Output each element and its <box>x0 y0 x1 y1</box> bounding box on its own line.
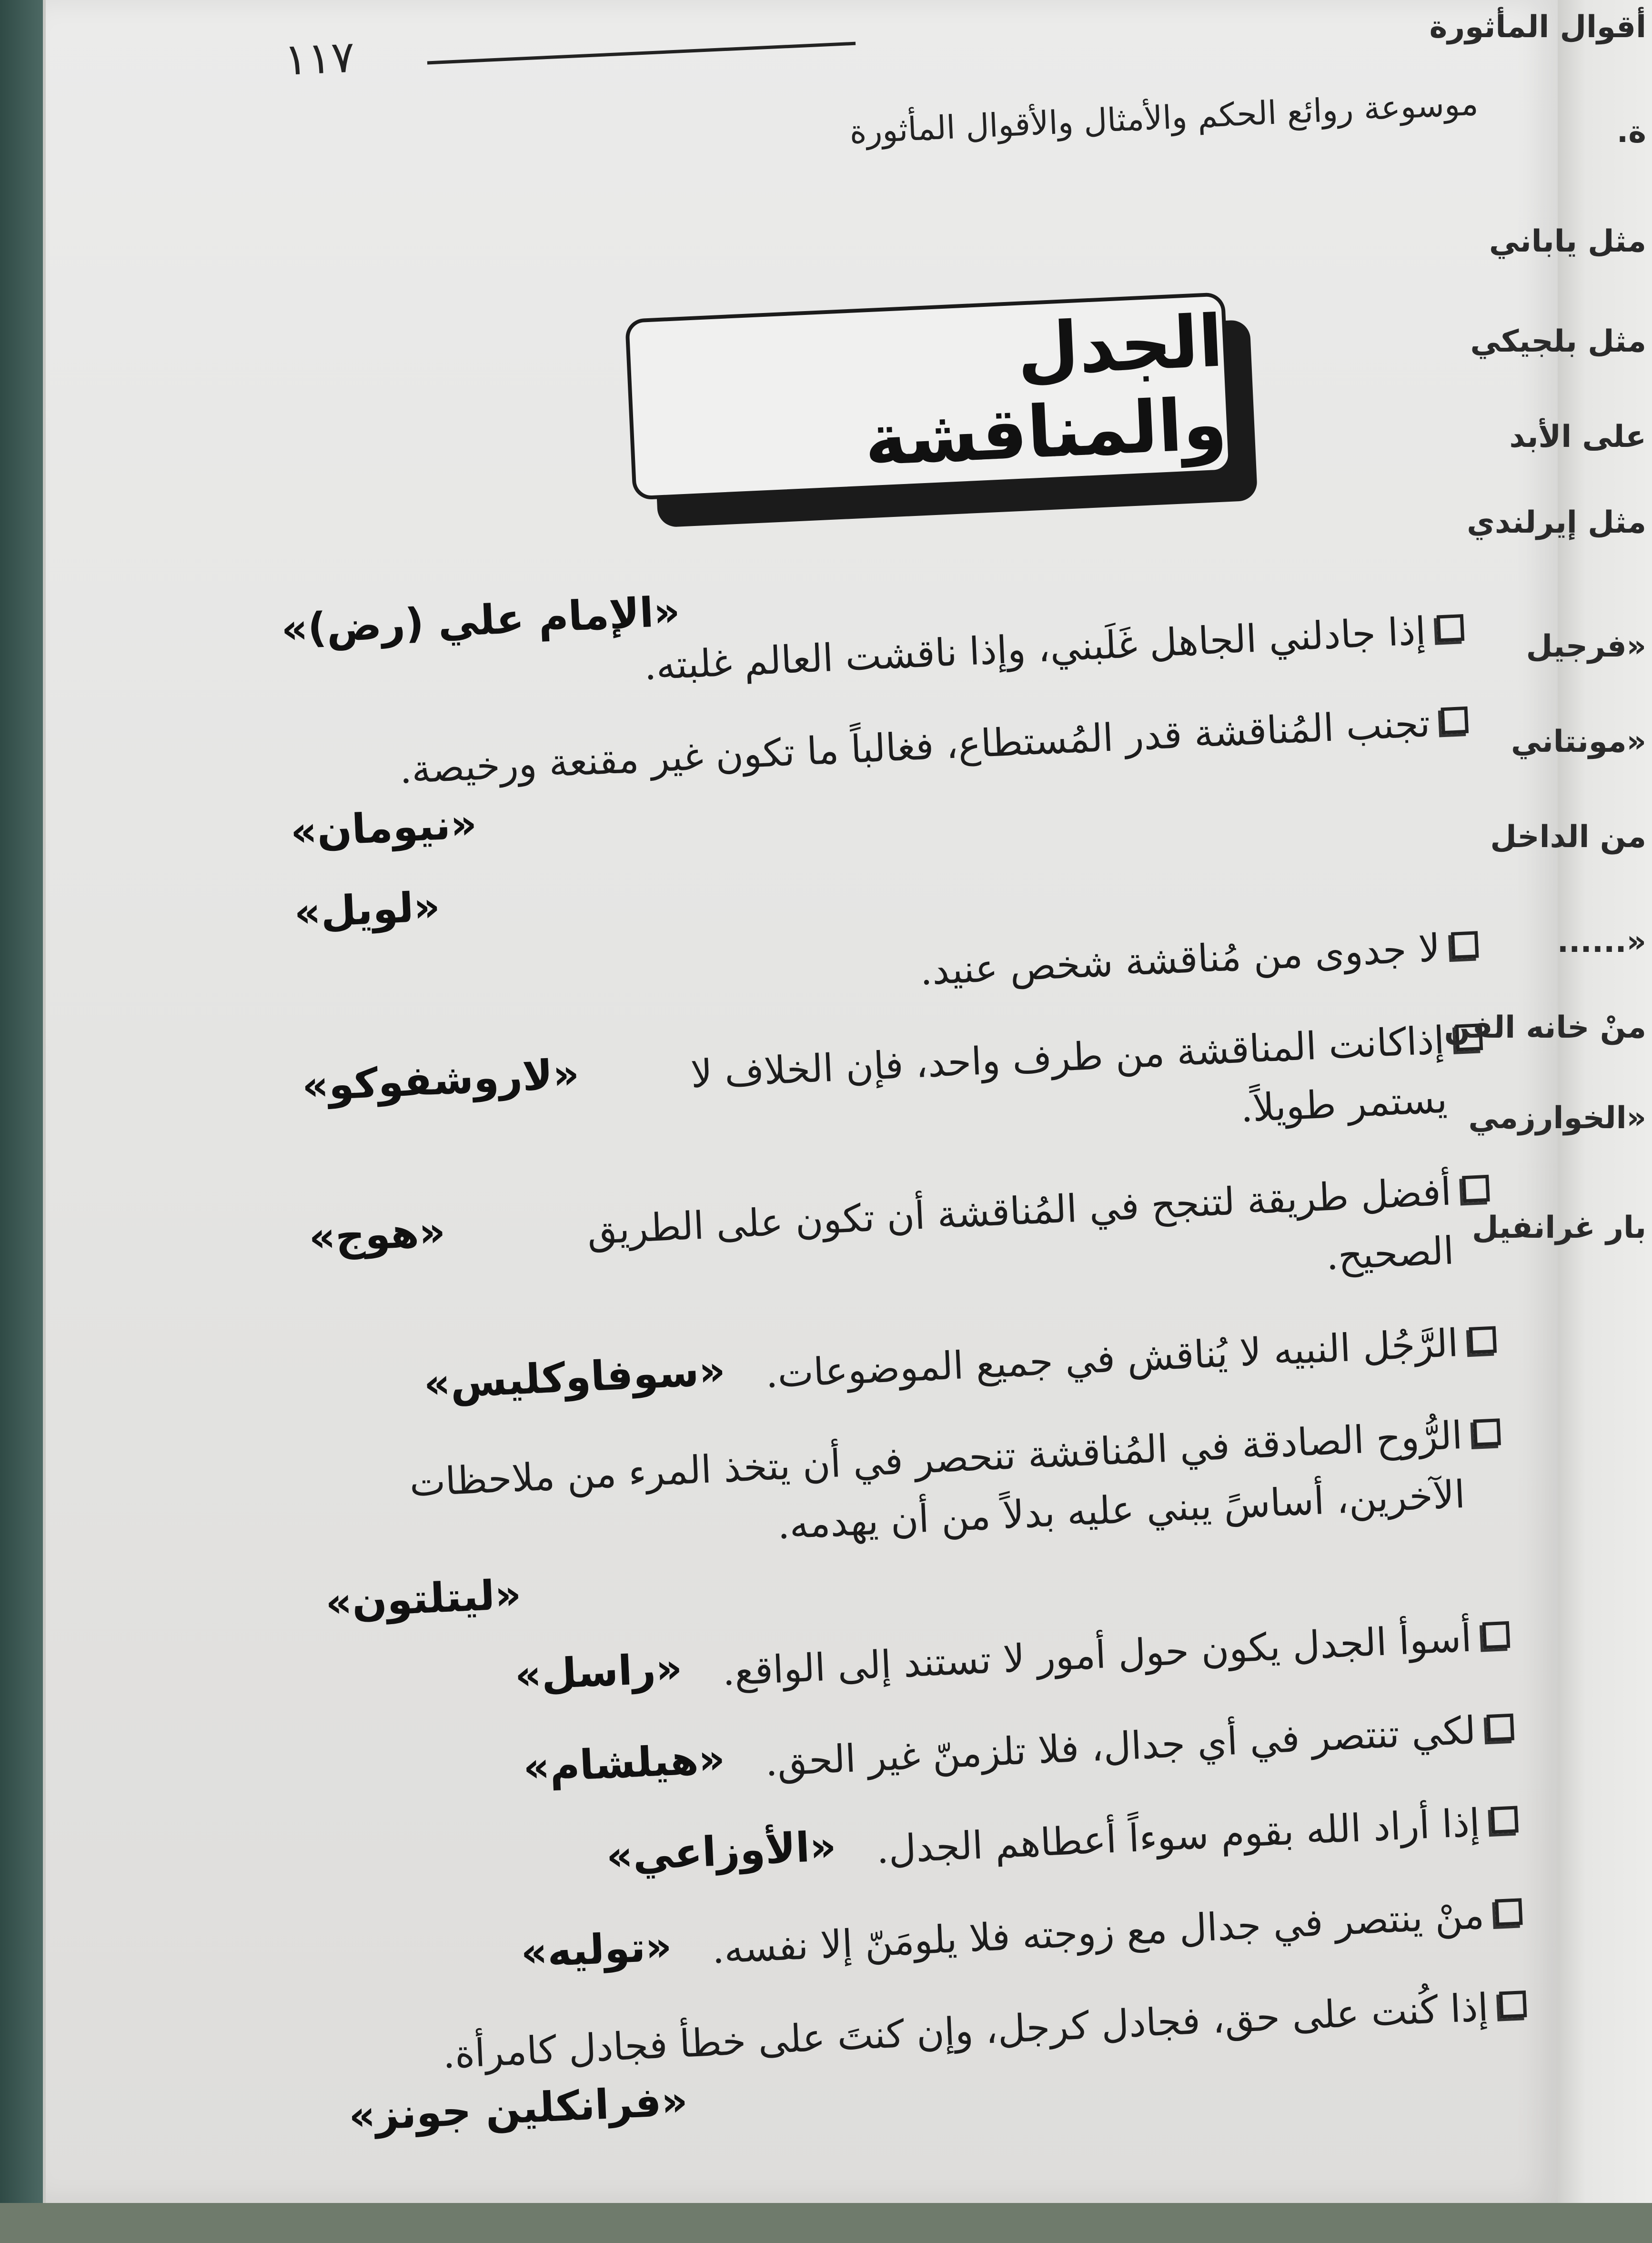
quote-author: «نيومان» <box>289 800 478 857</box>
checkbox-bullet-icon <box>1482 1621 1510 1649</box>
quote-entry <box>319 1404 1507 1627</box>
quote-author: «فرانكلين جونز» <box>348 2077 689 2141</box>
book-page <box>43 0 1561 2203</box>
page-title: الجدل والمناقشة <box>862 300 1229 482</box>
checkbox-bullet-icon <box>1451 931 1479 959</box>
checkbox-bullet-icon <box>1499 1990 1527 2018</box>
quote-text: منْ ينتصر في جدال مع زوجته فلا يلومَنّ إلا نفسه. <box>711 1892 1485 1972</box>
next-page-fragment: «الخوارزمي <box>1468 1101 1646 1136</box>
quote-author: «الإمام علي (رض)» <box>280 587 681 654</box>
next-page-edge <box>1429 0 1652 2203</box>
next-page-fragment: «...... <box>1557 924 1646 960</box>
quote-author: «توليه» <box>520 1922 673 1977</box>
checkbox-bullet-icon <box>1441 707 1469 734</box>
quote-text: إذا أراد الله بقوم سوءاً أعطاهم الجدل. <box>875 1800 1481 1872</box>
next-page-fragment: بار غرانفيل <box>1472 1210 1646 1245</box>
quote-author: «ليتلتون» <box>324 1570 523 1627</box>
checkbox-bullet-icon <box>1491 1806 1518 1833</box>
quote-entry <box>297 917 1480 1029</box>
quote-entry <box>332 1699 1515 1812</box>
checkbox-bullet-icon <box>1473 1418 1501 1446</box>
quote-author: «هيلشام» <box>522 1735 726 1792</box>
quote-text: الرُّوح الصادقة في المُناقشة تنحصر في أن يتخذ المرء من ملاحظات الآخرين، أساسً يبني عليه بدلاً من أن يهدمه. <box>408 1413 1466 1548</box>
checkbox-bullet-icon <box>1495 1898 1522 1926</box>
quote-entry <box>315 1312 1498 1424</box>
next-page-fragment: مثل إيرلندي <box>1467 505 1646 540</box>
quote-author: «الأوزاعي» <box>605 1822 837 1881</box>
quote-entry <box>293 836 1475 937</box>
page-content <box>7 0 1620 2243</box>
quote-text: إذا جادلني الجاهل غَلَبني، وإذا ناقشت العالم غلبته. <box>643 608 1427 689</box>
quote-entry <box>280 552 1465 712</box>
quote-text: تجنب المُناقشة قدر المُستطاع، فغالباً ما تكون غير مقنعة ورخيصة. <box>398 701 1431 792</box>
next-page-fragment: مثل ياباني <box>1489 224 1646 259</box>
quote-entry <box>336 1791 1519 1904</box>
quote-author: «سوفاوكليس» <box>423 1346 726 1408</box>
quote-text: أفضل طريقة لتنجح في المُناقشة أن تكون على الطريق الصحيح. <box>586 1169 1455 1279</box>
quote-text: لا جدوى من مُناقشة شخص عنيد. <box>919 925 1441 994</box>
quote-entry <box>345 1976 1530 2140</box>
checkbox-bullet-icon <box>1437 614 1464 642</box>
quote-text: أسوأ الجدل يكون حول أمور لا تستند إلى الواقع. <box>721 1616 1473 1694</box>
quote-entry <box>341 1884 1523 1996</box>
quote-entry <box>328 1607 1511 1719</box>
next-page-fragment: أقوال المأثورة <box>1429 10 1646 45</box>
next-page-fragment: ة. <box>1616 114 1646 150</box>
quote-entry <box>308 1161 1493 1332</box>
quote-text: إذاكانت المناقشة من طرف واحد، فإن الخلاف لا يستمر طويلاً. <box>689 1018 1448 1131</box>
next-page-fragment: من الداخل <box>1490 819 1646 855</box>
quote-text: إذا كُنت على حق، فجادل كرجل، وإن كنتَ على خطأ فجادل كامرأة. <box>442 1985 1490 2077</box>
next-page-fragment: مثل بلجيكي <box>1470 324 1646 359</box>
checkbox-bullet-icon <box>1469 1326 1497 1354</box>
quote-author: «هوج» <box>308 1208 447 1262</box>
quote-author: «لويل» <box>293 883 441 937</box>
quote-text: الرَّجُل النبيه لا يُناقش في جميع الموضوعات. <box>764 1321 1460 1397</box>
quote-list <box>280 548 1531 2173</box>
next-page-fragment: «فرجيل <box>1526 629 1646 664</box>
next-page-fragment: على الأبد <box>1509 419 1646 455</box>
title-box <box>625 292 1233 500</box>
quote-text: لكي تنتصر في أي جدال، فلا تلزمنّ غير الحق. <box>764 1708 1477 1785</box>
next-page-fragment: منْ خانه الفن <box>1444 1010 1646 1045</box>
checkbox-bullet-icon <box>1487 1714 1514 1741</box>
quote-author: «لاروشفوكو» <box>301 1050 581 1111</box>
running-header: موسوعة روائع الحكم والأمثال والأقوال المأثورة <box>848 85 1479 152</box>
quote-entry <box>301 1009 1487 1181</box>
checkbox-bullet-icon <box>1462 1175 1490 1202</box>
page-number: ١١٧ <box>282 31 356 86</box>
quote-author: «راسل» <box>514 1644 684 1700</box>
quote-entry <box>287 692 1472 856</box>
next-page-fragment: «مونتاني <box>1511 724 1646 759</box>
header-rule <box>427 42 856 65</box>
